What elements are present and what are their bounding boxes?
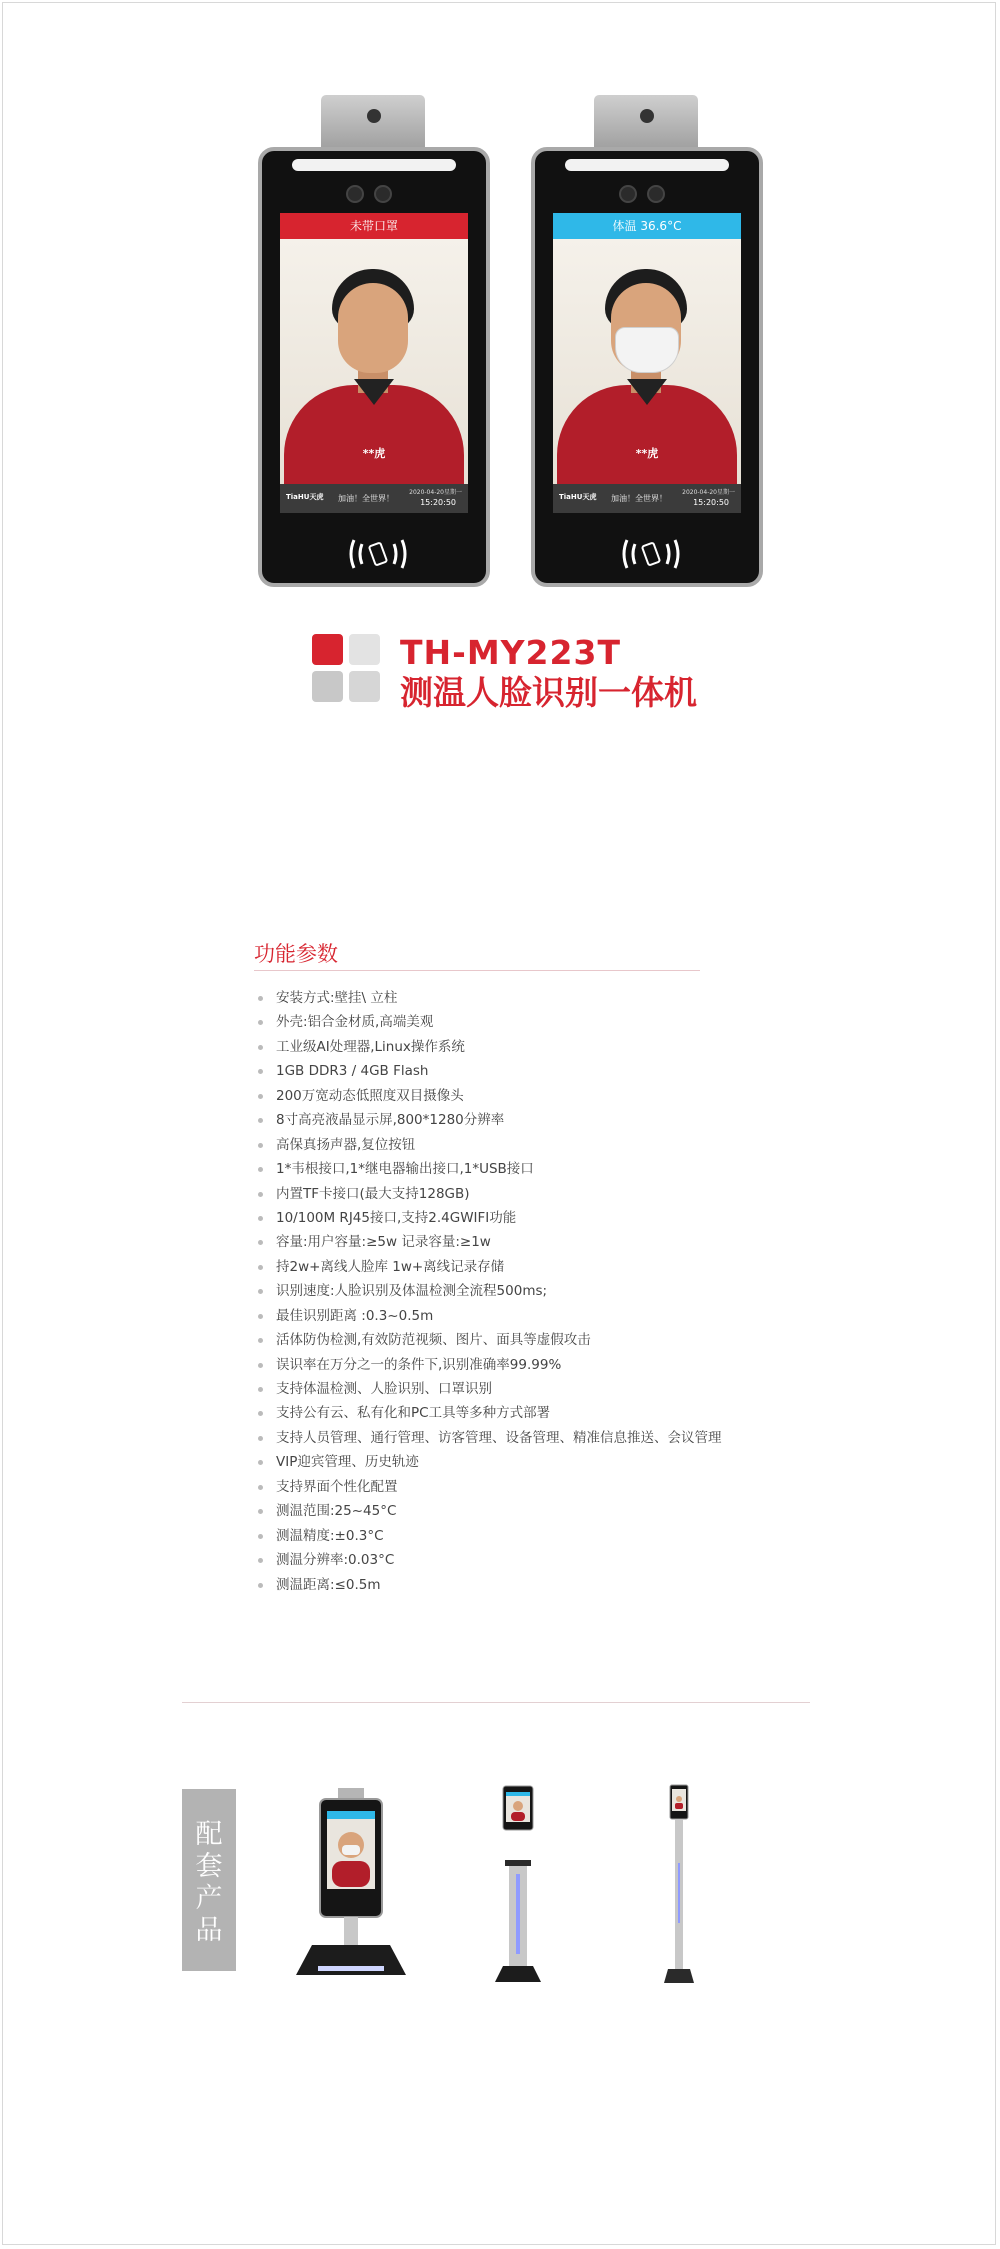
nfc-reader-icon (621, 536, 681, 572)
spec-item: 支持人员管理、通行管理、访客管理、设备管理、精准信息推送、会议管理 (258, 1426, 722, 1450)
status-banner: 体温 36.6°C (553, 213, 741, 239)
kiosk-body (258, 147, 490, 587)
brand-logo: TiaHU天虎 (286, 493, 324, 501)
desktop-stand-product-image (290, 1785, 412, 1990)
spec-item: 支持体温检测、人脸识别、口罩识别 (258, 1377, 722, 1401)
spec-item: 测温分辨率:0.03°C (258, 1548, 722, 1572)
spec-item: 误识率在万分之一的条件下,识别准确率99.99% (258, 1353, 722, 1377)
spec-list (258, 986, 722, 1597)
spec-item: 工业级AI处理器,Linux操作系统 (258, 1035, 722, 1059)
spec-item: 识别速度:人脸识别及体温检测全流程500ms; (258, 1279, 722, 1303)
spec-item: 支持公有云、私有化和PC工具等多种方式部署 (258, 1401, 722, 1425)
nfc-reader-icon (348, 536, 408, 572)
screen-footer (280, 484, 468, 513)
spec-item: 1GB DDR3 / 4GB Flash (258, 1059, 722, 1083)
spec-item: VIP迎宾管理、历史轨迹 (258, 1450, 722, 1474)
spec-item: 测温范围:25~45°C (258, 1499, 722, 1523)
divider (182, 1702, 810, 1703)
floor-stand-slim-product-image (660, 1783, 698, 1988)
accessories-title: 配 套 产 品 (182, 1789, 236, 1971)
time-text: 15:20:50 (420, 498, 456, 507)
spec-item: 持2w+离线人脸库 1w+离线记录存储 (258, 1255, 722, 1279)
spec-title: 功能参数 (254, 942, 338, 966)
spec-item: 测温精度:±0.3°C (258, 1524, 722, 1548)
divider (254, 970, 700, 971)
person-name: **虎 (635, 447, 659, 460)
spec-item: 内置TF卡接口(最大支持128GB) (258, 1182, 722, 1206)
person-name: **虎 (362, 447, 386, 460)
kiosk-screen (553, 213, 741, 513)
spec-item: 10/100M RJ45接口,支持2.4GWIFI功能 (258, 1206, 722, 1230)
spec-item: 1*韦根接口,1*继电器输出接口,1*USB接口 (258, 1157, 722, 1181)
thermal-camera-module (321, 95, 425, 151)
kiosk-with-mask (531, 95, 763, 587)
screen-footer (553, 484, 741, 513)
spec-item: 测温距离:≤0.5m (258, 1573, 722, 1597)
spec-item: 200万宽动态低照度双目摄像头 (258, 1084, 722, 1108)
spec-item: 外壳:铝合金材质,高端美观 (258, 1010, 722, 1034)
slogan: 加油！全世界！ (338, 494, 394, 503)
spec-item: 高保真扬声器,复位按钮 (258, 1133, 722, 1157)
spec-item: 安装方式:壁挂\ 立柱 (258, 986, 722, 1010)
spec-item: 活体防伪检测,有效防范视频、图片、面具等虚假攻击 (258, 1328, 722, 1352)
status-banner: 未带口罩 (280, 213, 468, 239)
kiosk-no-mask (258, 95, 490, 587)
product-name: 测温人脸识别一体机 (400, 673, 697, 712)
slogan: 加油！全世界！ (611, 494, 667, 503)
spec-item: 8寸高亮液晶显示屏,800*1280分辨率 (258, 1108, 722, 1132)
spec-item: 支持界面个性化配置 (258, 1475, 722, 1499)
date-text: 2020-04-20星期一 (682, 489, 735, 496)
face-mask (615, 327, 679, 373)
thermal-camera-module (594, 95, 698, 151)
time-text: 15:20:50 (693, 498, 729, 507)
spec-item: 最佳识别距离 :0.3~0.5m (258, 1304, 722, 1328)
floor-stand-product-image (487, 1784, 549, 1989)
product-model: TH-MY223T (400, 633, 621, 672)
brand-logo: TiaHU天虎 (559, 493, 597, 501)
date-text: 2020-04-20星期一 (409, 489, 462, 496)
spec-item: 容量:用户容量:≥5w 记录容量:≥1w (258, 1230, 722, 1254)
kiosk-screen (280, 213, 468, 513)
kiosk-body (531, 147, 763, 587)
